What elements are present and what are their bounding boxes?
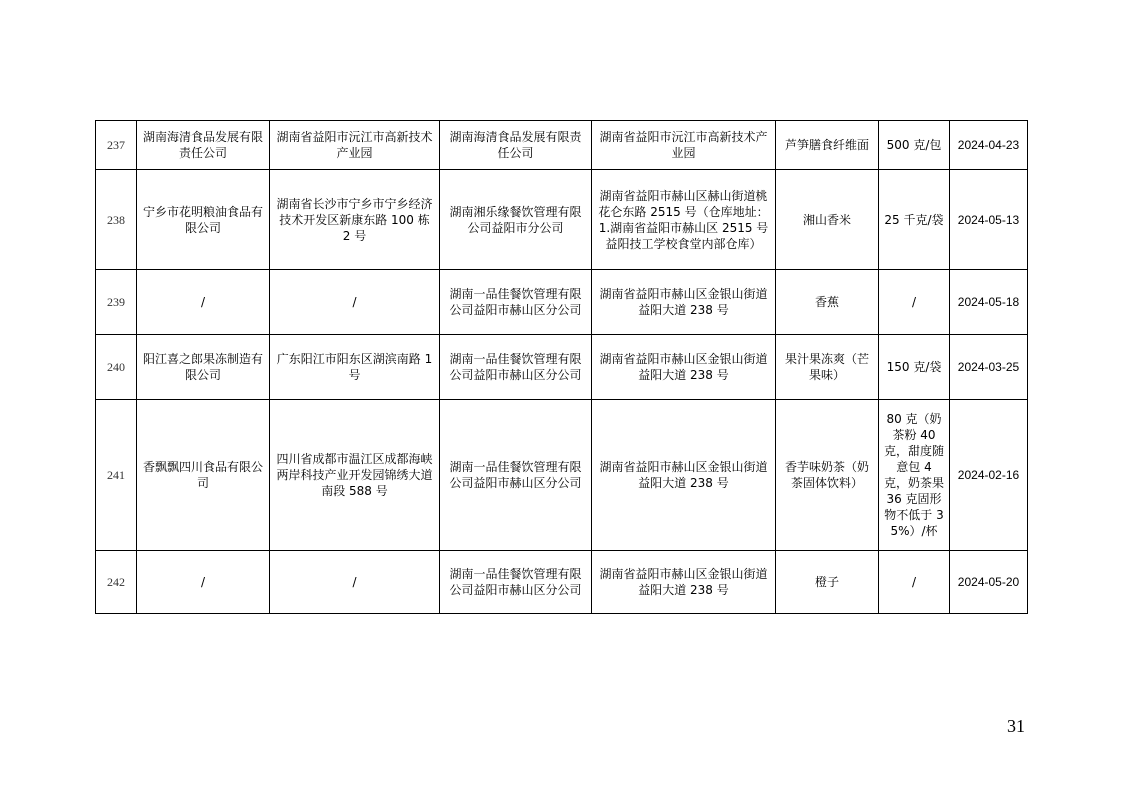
table-row bbox=[96, 551, 1028, 614]
producer-name: / bbox=[137, 270, 270, 335]
product-spec: / bbox=[879, 270, 950, 335]
table-row bbox=[96, 121, 1028, 170]
product-name: 香蕉 bbox=[776, 270, 879, 335]
table-row bbox=[96, 270, 1028, 335]
row-number: 239 bbox=[96, 270, 137, 335]
production-date: 2024-05-20 bbox=[950, 551, 1028, 614]
product-spec: 500 克/包 bbox=[879, 121, 950, 170]
producer-name: 湖南海清食品发展有限责任公司 bbox=[137, 121, 270, 170]
producer-address: 四川省成都市温江区成都海峡两岸科技产业开发园锦绣大道南段 588 号 bbox=[270, 400, 440, 551]
product-name: 香芋味奶茶（奶茶固体饮料） bbox=[776, 400, 879, 551]
seller-address: 湖南省益阳市沅江市高新技术产业园 bbox=[592, 121, 776, 170]
producer-address: 广东阳江市阳东区湖滨南路 1 号 bbox=[270, 335, 440, 400]
seller-name: 湖南海清食品发展有限责任公司 bbox=[440, 121, 592, 170]
production-date: 2024-04-23 bbox=[950, 121, 1028, 170]
product-name: 果汁果冻爽（芒果味） bbox=[776, 335, 879, 400]
product-name: 橙子 bbox=[776, 551, 879, 614]
production-date: 2024-05-18 bbox=[950, 270, 1028, 335]
seller-name: 湖南湘乐缘餐饮管理有限公司益阳市分公司 bbox=[440, 170, 592, 270]
seller-address: 湖南省益阳市赫山区金银山街道益阳大道 238 号 bbox=[592, 400, 776, 551]
producer-address: 湖南省益阳市沅江市高新技术产业园 bbox=[270, 121, 440, 170]
seller-name: 湖南一品佳餐饮管理有限公司益阳市赫山区分公司 bbox=[440, 551, 592, 614]
seller-address: 湖南省益阳市赫山区金银山街道益阳大道 238 号 bbox=[592, 270, 776, 335]
producer-name: 香飘飘四川食品有限公司 bbox=[137, 400, 270, 551]
production-date: 2024-05-13 bbox=[950, 170, 1028, 270]
row-number: 238 bbox=[96, 170, 137, 270]
seller-address: 湖南省益阳市赫山区赫山街道桃花仑东路 2515 号（仓库地址：1.湖南省益阳市赫山区 2515 号益阳技工学校食堂内部仓库） bbox=[592, 170, 776, 270]
row-number: 237 bbox=[96, 121, 137, 170]
row-number: 240 bbox=[96, 335, 137, 400]
page-number: 31 bbox=[1007, 716, 1025, 736]
records-table bbox=[95, 120, 1028, 614]
table-row bbox=[96, 335, 1028, 400]
producer-address: 湖南省长沙市宁乡市宁乡经济技术开发区新康东路 100 栋 2 号 bbox=[270, 170, 440, 270]
seller-name: 湖南一品佳餐饮管理有限公司益阳市赫山区分公司 bbox=[440, 335, 592, 400]
product-spec: 25 千克/袋 bbox=[879, 170, 950, 270]
producer-name: 宁乡市花明粮油食品有限公司 bbox=[137, 170, 270, 270]
row-number: 241 bbox=[96, 400, 137, 551]
producer-address: / bbox=[270, 551, 440, 614]
table-row bbox=[96, 400, 1028, 551]
seller-name: 湖南一品佳餐饮管理有限公司益阳市赫山区分公司 bbox=[440, 270, 592, 335]
producer-address: / bbox=[270, 270, 440, 335]
production-date: 2024-02-16 bbox=[950, 400, 1028, 551]
production-date: 2024-03-25 bbox=[950, 335, 1028, 400]
seller-name: 湖南一品佳餐饮管理有限公司益阳市赫山区分公司 bbox=[440, 400, 592, 551]
product-spec: 80 克（奶茶粉 40 克，甜度随意包 4 克，奶茶果 36 克固形物不低于 35%）/杯 bbox=[879, 400, 950, 551]
product-name: 芦笋膳食纤维面 bbox=[776, 121, 879, 170]
producer-name: 阳江喜之郎果冻制造有限公司 bbox=[137, 335, 270, 400]
product-spec: / bbox=[879, 551, 950, 614]
row-number: 242 bbox=[96, 551, 137, 614]
table-row bbox=[96, 170, 1028, 270]
producer-name: / bbox=[137, 551, 270, 614]
product-spec: 150 克/袋 bbox=[879, 335, 950, 400]
seller-address: 湖南省益阳市赫山区金银山街道益阳大道 238 号 bbox=[592, 551, 776, 614]
seller-address: 湖南省益阳市赫山区金银山街道益阳大道 238 号 bbox=[592, 335, 776, 400]
product-name: 湘山香米 bbox=[776, 170, 879, 270]
